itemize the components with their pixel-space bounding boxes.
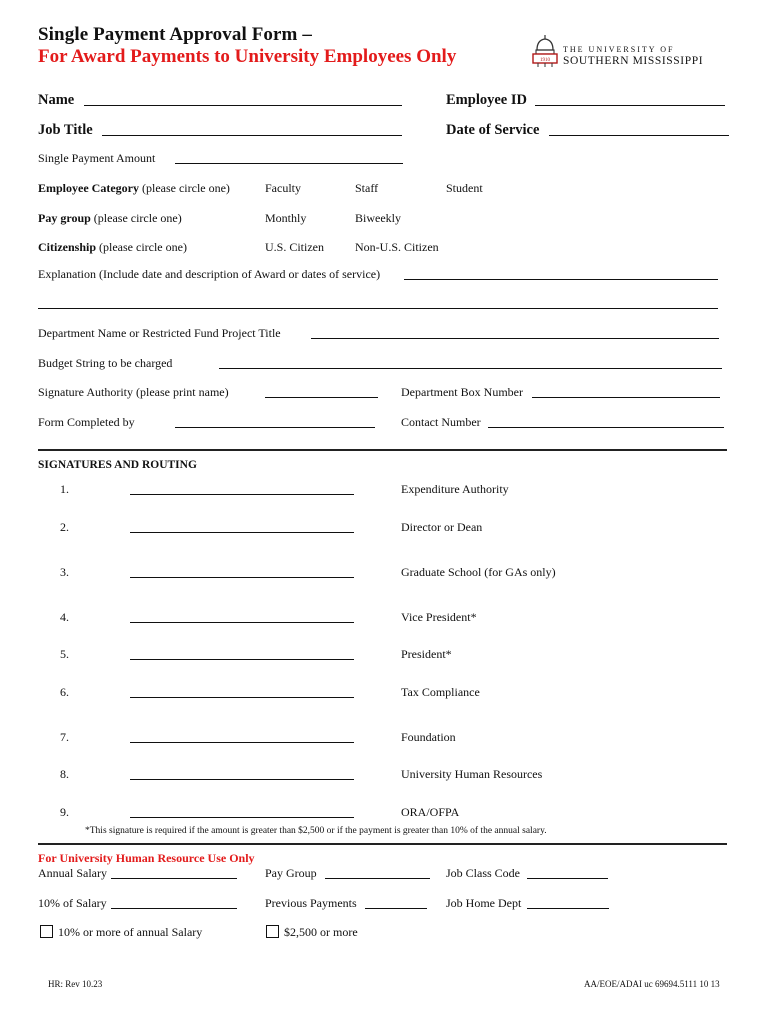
salary-threshold-checkbox[interactable] xyxy=(40,925,53,938)
pay-group-row xyxy=(38,211,182,226)
signature-row-number: 6. xyxy=(60,685,69,699)
signature-role: Expenditure Authority xyxy=(401,482,509,496)
signature-role: President* xyxy=(401,647,452,661)
date-of-service-label: Date of Service xyxy=(446,122,540,138)
signature-row-number: 4. xyxy=(60,610,69,624)
form-completed-by-field[interactable] xyxy=(175,416,375,428)
category-option-faculty[interactable]: Faculty xyxy=(265,181,301,195)
budget-string-label: Budget String to be charged xyxy=(38,356,173,370)
form-subtitle: For Award Payments to University Employees Only xyxy=(38,46,457,67)
single-payment-amount-field[interactable] xyxy=(175,152,403,164)
citizenship-option-us[interactable]: U.S. Citizen xyxy=(265,240,324,254)
signature-line[interactable] xyxy=(130,806,354,818)
citizenship-label: Citizenship xyxy=(38,240,97,254)
pay-group-option-monthly[interactable]: Monthly xyxy=(265,211,307,225)
signature-line[interactable] xyxy=(130,566,354,578)
annual-salary-field[interactable] xyxy=(111,867,237,879)
contact-number-field[interactable] xyxy=(488,416,724,428)
signature-role: University Human Resources xyxy=(401,767,543,781)
signature-line[interactable] xyxy=(130,648,354,660)
pay-group-option-biweekly[interactable]: Biweekly xyxy=(355,211,401,225)
department-box-label: Department Box Number xyxy=(401,385,523,399)
hr-pay-group-label: Pay Group xyxy=(265,866,317,880)
department-name-label: Department Name or Restricted Fund Project Title xyxy=(38,326,281,340)
form-completed-by-label: Form Completed by xyxy=(38,415,135,429)
signature-line[interactable] xyxy=(130,521,354,533)
ten-percent-salary-label: 10% of Salary xyxy=(38,896,107,910)
hr-pay-group-field[interactable] xyxy=(325,867,430,879)
university-dome-icon xyxy=(532,34,558,68)
department-name-field[interactable] xyxy=(311,327,719,339)
date-of-service-field[interactable] xyxy=(549,124,729,136)
signature-row-number: 9. xyxy=(60,805,69,819)
signature-line[interactable] xyxy=(130,483,354,495)
salary-threshold-label: 10% or more of annual Salary xyxy=(58,925,203,939)
signature-line[interactable] xyxy=(130,768,354,780)
hr-section-heading: For University Human Resource Use Only xyxy=(38,851,255,865)
signature-row-number: 1. xyxy=(60,482,69,496)
signature-row-number: 7. xyxy=(60,730,69,744)
signature-line[interactable] xyxy=(130,731,354,743)
amount-threshold-checkbox-row xyxy=(266,925,358,940)
previous-payments-field[interactable] xyxy=(365,897,427,909)
svg-text:1910: 1910 xyxy=(540,58,550,63)
signature-role: Graduate School (for GAs only) xyxy=(401,565,556,579)
category-option-student[interactable]: Student xyxy=(446,181,483,195)
citizenship-option-non-us[interactable]: Non-U.S. Citizen xyxy=(355,240,439,254)
signature-role: ORA/OFPA xyxy=(401,805,460,819)
footer-code: AA/EOE/ADAI uc 69694.5111 10 13 xyxy=(584,979,720,989)
footer-revision: HR: Rev 10.23 xyxy=(48,979,103,989)
employee-category-hint: (please circle one) xyxy=(141,181,230,195)
signature-role: Foundation xyxy=(401,730,456,744)
ten-percent-salary-field[interactable] xyxy=(111,897,237,909)
employee-id-field[interactable] xyxy=(535,94,725,106)
pay-group-label: Pay group xyxy=(38,211,91,225)
job-title-field[interactable] xyxy=(102,124,402,136)
salary-threshold-checkbox-row xyxy=(40,925,202,940)
signature-row-number: 3. xyxy=(60,565,69,579)
citizenship-row xyxy=(38,240,187,255)
amount-threshold-label: $2,500 or more xyxy=(284,925,358,939)
previous-payments-label: Previous Payments xyxy=(265,896,357,910)
name-label: Name xyxy=(38,92,75,108)
form-title: Single Payment Approval Form – xyxy=(38,24,312,45)
logo-text-lower: SOUTHERN MISSISSIPPI xyxy=(563,55,704,67)
name-field[interactable] xyxy=(84,94,402,106)
contact-number-label: Contact Number xyxy=(401,415,481,429)
signature-row-number: 8. xyxy=(60,767,69,781)
signature-footnote: *This signature is required if the amount is greater than $2,500 or if the payment is greater than 10% of the annual salary. xyxy=(85,826,547,836)
category-option-staff[interactable]: Staff xyxy=(355,181,379,195)
logo-text-upper: THE UNIVERSITY OF xyxy=(563,45,675,54)
annual-salary-label: Annual Salary xyxy=(38,866,107,880)
job-home-dept-label: Job Home Dept xyxy=(446,896,522,910)
budget-string-field[interactable] xyxy=(219,357,722,369)
explanation-field-line1[interactable] xyxy=(404,268,718,280)
signature-authority-field[interactable] xyxy=(265,386,378,398)
signature-authority-label: Signature Authority (please print name) xyxy=(38,385,229,399)
single-payment-amount-label: Single Payment Amount xyxy=(38,151,156,165)
pay-group-hint: (please circle one) xyxy=(93,211,182,225)
section-divider xyxy=(38,449,727,451)
signature-role: Director or Dean xyxy=(401,520,483,534)
job-title-label: Job Title xyxy=(38,122,93,138)
hr-section-divider xyxy=(38,843,727,845)
signature-role: Tax Compliance xyxy=(401,685,480,699)
signature-role: Vice President* xyxy=(401,610,477,624)
department-box-field[interactable] xyxy=(532,386,720,398)
explanation-field-line2[interactable] xyxy=(38,297,718,309)
citizenship-hint: (please circle one) xyxy=(99,240,187,254)
amount-threshold-checkbox[interactable] xyxy=(266,925,279,938)
employee-category-row xyxy=(38,181,230,196)
employee-category-label: Employee Category xyxy=(38,181,139,195)
signature-row-number: 5. xyxy=(60,647,69,661)
job-home-dept-field[interactable] xyxy=(527,897,609,909)
signature-line[interactable] xyxy=(130,686,354,698)
signature-row-number: 2. xyxy=(60,520,69,534)
job-class-code-label: Job Class Code xyxy=(446,866,521,880)
explanation-label: Explanation (Include date and description of Award or dates of service) xyxy=(38,267,381,281)
job-class-code-field[interactable] xyxy=(527,867,608,879)
signature-line[interactable] xyxy=(130,611,354,623)
signatures-heading: SIGNATURES AND ROUTING xyxy=(38,459,197,471)
employee-id-label: Employee ID xyxy=(446,92,527,108)
